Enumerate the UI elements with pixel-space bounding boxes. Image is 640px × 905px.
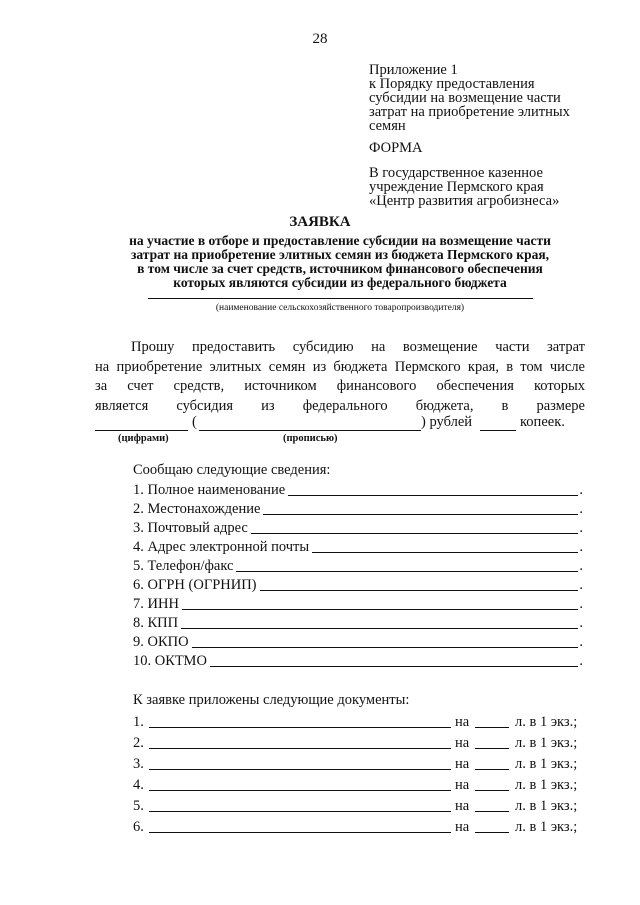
info-label: 5. Телефон/факс [133,558,234,574]
addressee-line: учреждение Пермского края [369,179,544,195]
info-label: 4. Адрес электронной почты [133,539,310,555]
info-row-okpo: 9. ОКПО . [133,634,583,650]
info-field[interactable] [288,481,578,496]
info-field[interactable] [210,652,578,667]
info-row-postal: 3. Почтовый адрес . [133,520,583,536]
info-row-kpp: 8. КПП . [133,615,583,631]
info-field[interactable] [182,595,578,610]
info-row-email: 4. Адрес электронной почты . [133,539,583,555]
info-field[interactable] [260,576,579,591]
document-number: 2. [133,735,144,751]
addressee-line: «Центр развития агробизнеса» [369,193,560,209]
document-title: ЗАЯВКА [289,214,351,230]
info-intro: Сообщаю следующие сведения: [133,462,331,478]
addressee-line: В государственное казенное [369,165,543,181]
info-row-phone: 5. Телефон/факс . [133,558,583,574]
info-field[interactable] [251,519,579,534]
document-number: 4. [133,777,144,793]
info-label: 7. ИНН [133,596,179,612]
document-pages-field[interactable] [475,748,509,749]
kopecks-field[interactable] [480,430,516,431]
appendix-line: затрат на приобретение элитных [369,104,570,120]
document-row [133,755,583,773]
document-on-label: на [455,714,470,730]
document-number: 6. [133,819,144,835]
document-pages-label: л. в 1 экз.; [515,735,578,751]
info-field[interactable] [263,500,578,515]
document-row [133,734,583,752]
info-field[interactable] [192,633,579,648]
document-pages-label: л. в 1 экз.; [515,756,578,772]
document-row [133,797,583,815]
info-row-full-name: 1. Полное наименование . [133,482,583,498]
form-label: ФОРМА [369,140,423,156]
document-on-label: на [455,735,470,751]
document-number: 1. [133,714,144,730]
subtitle-line: затрат на приобретение элитных семян из бюджета Пермского края, [130,247,550,262]
amount-words-field[interactable] [199,430,421,431]
producer-name-field[interactable] [148,298,533,299]
document-pages-label: л. в 1 экз.; [515,714,578,730]
info-row-ogrn: 6. ОГРН (ОГРНИП) . [133,577,583,593]
appendix-line: Приложение 1 [369,62,458,78]
document-pages-label: л. в 1 экз.; [515,777,578,793]
request-line: за счет средств, источником финансового обеспечения которых [95,378,585,394]
subtitle-line: на участие в отборе и предоставление субсидии на возмещение части [129,233,551,248]
info-label: 8. КПП [133,615,179,631]
document-name-field[interactable] [149,832,451,833]
info-field[interactable] [236,557,578,572]
digits-caption: (цифрами) [118,433,169,444]
info-row-oktmo: 10. ОКТМО . [133,653,583,669]
producer-caption: (наименование сельскохозяйственного товаропроизводителя) [215,303,465,313]
info-label: 10. ОКТМО [133,653,207,669]
page-number: 28 [312,31,328,47]
document-pages-field[interactable] [475,811,509,812]
info-row-inn: 7. ИНН . [133,596,583,612]
document-pages-field[interactable] [475,769,509,770]
request-line: Прошу предоставить субсидию на возмещение части затрат [131,339,585,355]
info-field[interactable] [312,538,578,553]
subtitle-line: которых являются субсидии из федерального бюджета [173,275,507,290]
document-row [133,713,583,731]
appendix-line: субсидии на возмещение части [369,90,561,106]
document-number: 3. [133,756,144,772]
rubles-label: ) рублей [421,414,473,430]
info-label: 2. Местонахождение [133,501,261,517]
info-field[interactable] [181,614,578,629]
document-on-label: на [455,756,470,772]
document-name-field[interactable] [149,769,451,770]
info-label: 9. ОКПО [133,634,189,650]
document-pages-label: л. в 1 экз.; [515,798,578,814]
document-pages-field[interactable] [475,790,509,791]
document-on-label: на [455,798,470,814]
document-on-label: на [455,819,470,835]
appendix-line: к Порядку предоставления [369,76,535,92]
document-pages-field[interactable] [475,727,509,728]
kopecks-label: копеек. [520,414,565,430]
document-on-label: на [455,777,470,793]
info-label: 3. Почтовый адрес [133,520,248,536]
document-name-field[interactable] [149,790,451,791]
document-pages-label: л. в 1 экз.; [515,819,578,835]
amount-digits-field[interactable] [95,430,188,431]
words-caption: (прописью) [283,433,338,444]
info-label: 6. ОГРН (ОГРНИП) [133,577,257,593]
document-name-field[interactable] [149,748,451,749]
open-paren: ( [192,414,197,430]
document-name-field[interactable] [149,811,451,812]
document-number: 5. [133,798,144,814]
document-pages-field[interactable] [475,832,509,833]
request-line: на приобретение элитных семян из бюджета Пермского края, в том числе [95,359,585,375]
document-name-field[interactable] [149,727,451,728]
appendix-line: семян [369,118,406,134]
documents-intro: К заявке приложены следующие документы: [133,692,410,708]
subtitle-line: в том числе за счет средств, источником финансового обеспечения [137,261,543,276]
info-label: 1. Полное наименование [133,482,286,498]
request-line: является субсидия из федерального бюджета, в размере [95,398,585,414]
document-row [133,776,583,794]
document-row [133,818,583,836]
info-row-location: 2. Местонахождение . [133,501,583,517]
